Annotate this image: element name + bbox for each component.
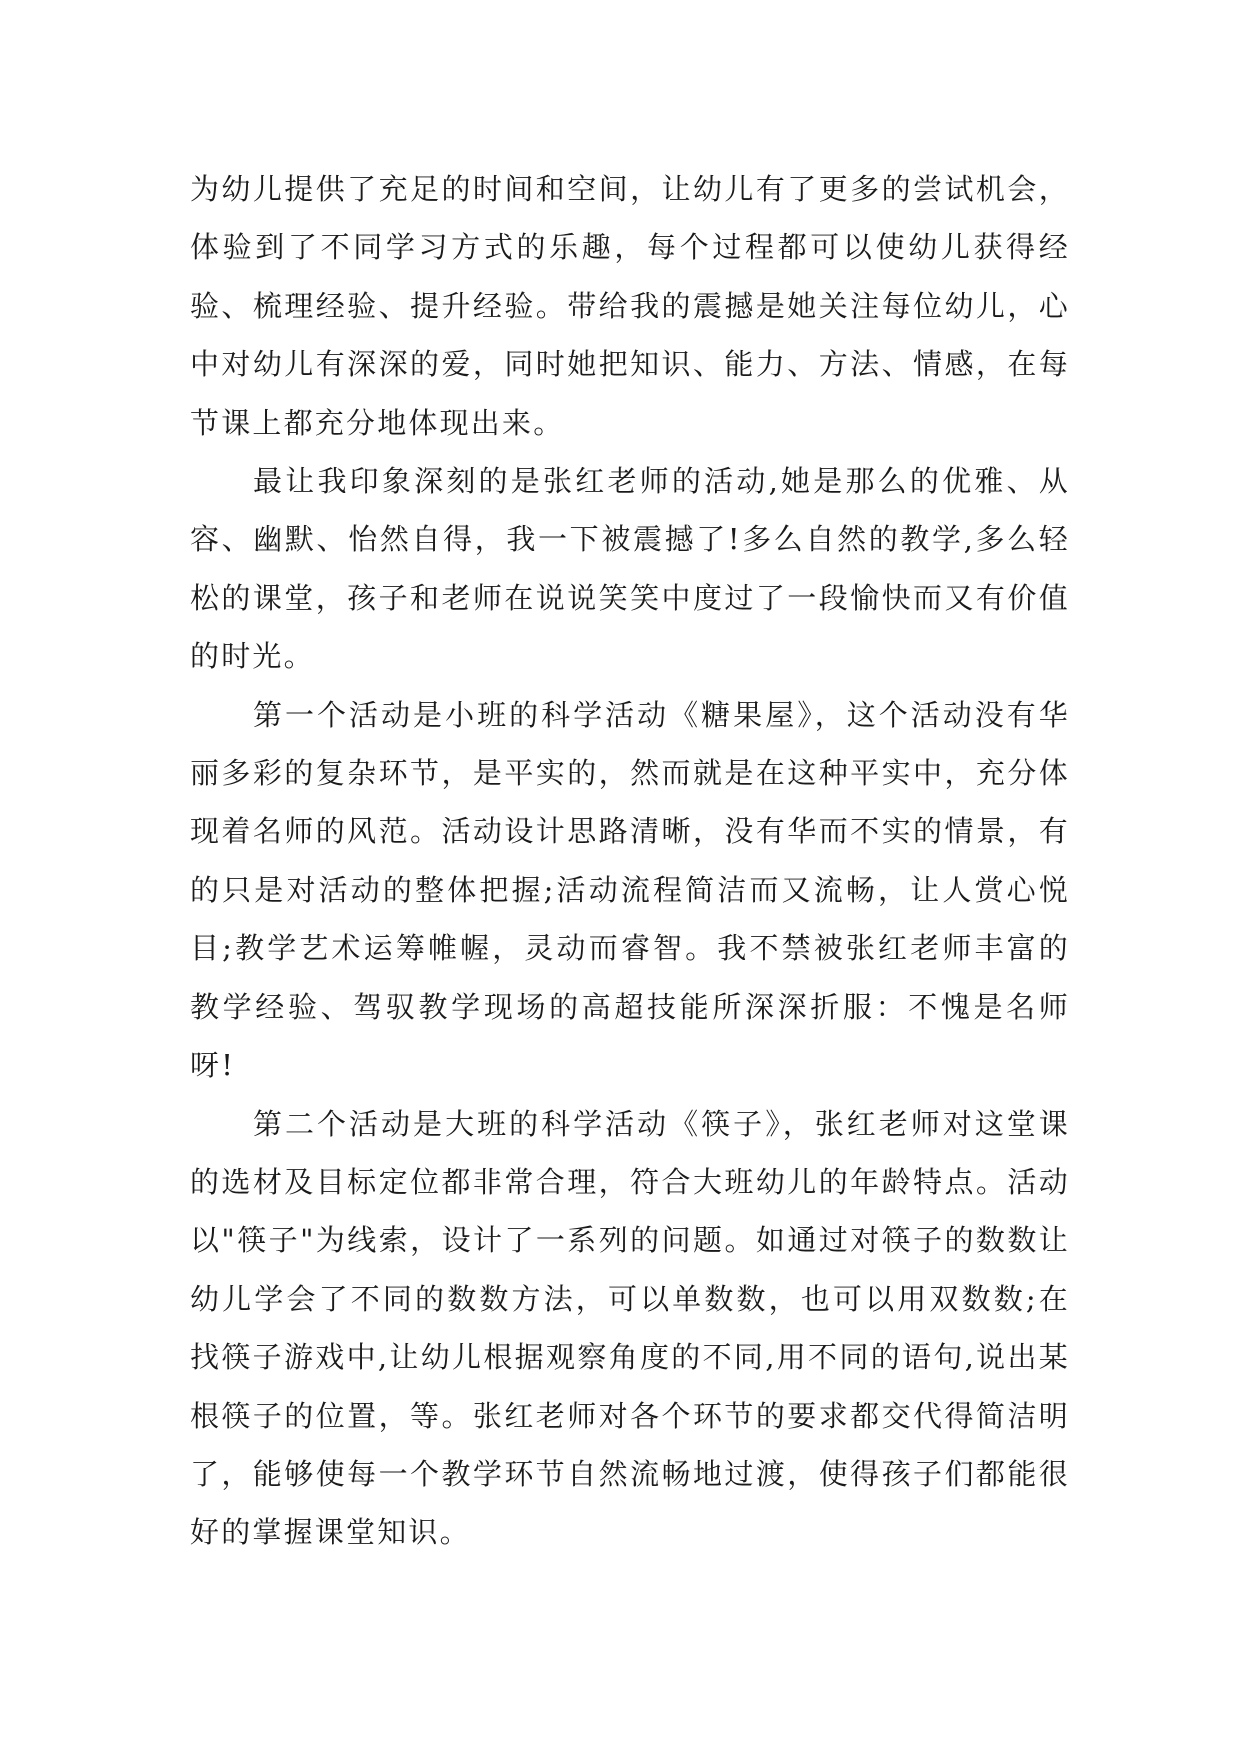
paragraph-first-activity: 第一个活动是小班的科学活动《糖果屋》，这个活动没有华丽多彩的复杂环节，是平实的，然而就是在这种平实中，充分体现着名师的风范。活动设计思路清晰，没有华而不实的情景，有的只是对活动的整体把握;活动流程简洁而又流畅，让人赏心悦目;教学艺术运筹帷幄，灵动而睿智。我不禁被张红老师丰富的教学经验、驾驭教学现场的高超技能所深深折服：不愧是名师呀!	[190, 697, 1070, 1083]
paragraph-second-activity: 第二个活动是大班的科学活动《筷子》，张红老师对这堂课的选材及目标定位都非常合理，符合大班幼儿的年龄特点。活动以"筷子"为线索，设计了一系列的问题。如通过对筷子的数数让幼儿学会了不同的数数方法，可以单数数，也可以用双数数;在找筷子游戏中,让幼儿根据观察角度的不同,用不同的语句,说出某根筷子的位置，等。张红老师对各个环节的要求都交代得简洁明了，能够使每一个教学环节自然流畅地过渡，使得孩子们都能很好的掌握课堂知识。	[190, 1106, 1070, 1550]
document-body	[190, 160, 1070, 1562]
paragraph-continued: 为幼儿提供了充足的时间和空间，让幼儿有了更多的尝试机会，体验到了不同学习方式的乐趣，每个过程都可以使幼儿获得经验、梳理经验、提升经验。带给我的震撼是她关注每位幼儿，心中对幼儿有深深的爱，同时她把知识、能力、方法、情感，在每节课上都充分地体现出来。	[190, 172, 1070, 440]
paragraph-zhang-hong-impression: 最让我印象深刻的是张红老师的活动,她是那么的优雅、从容、幽默、怡然自得，我一下被震撼了!多么自然的教学,多么轻松的课堂，孩子和老师在说说笑笑中度过了一段愉快而又有价值的时光。	[190, 464, 1070, 674]
